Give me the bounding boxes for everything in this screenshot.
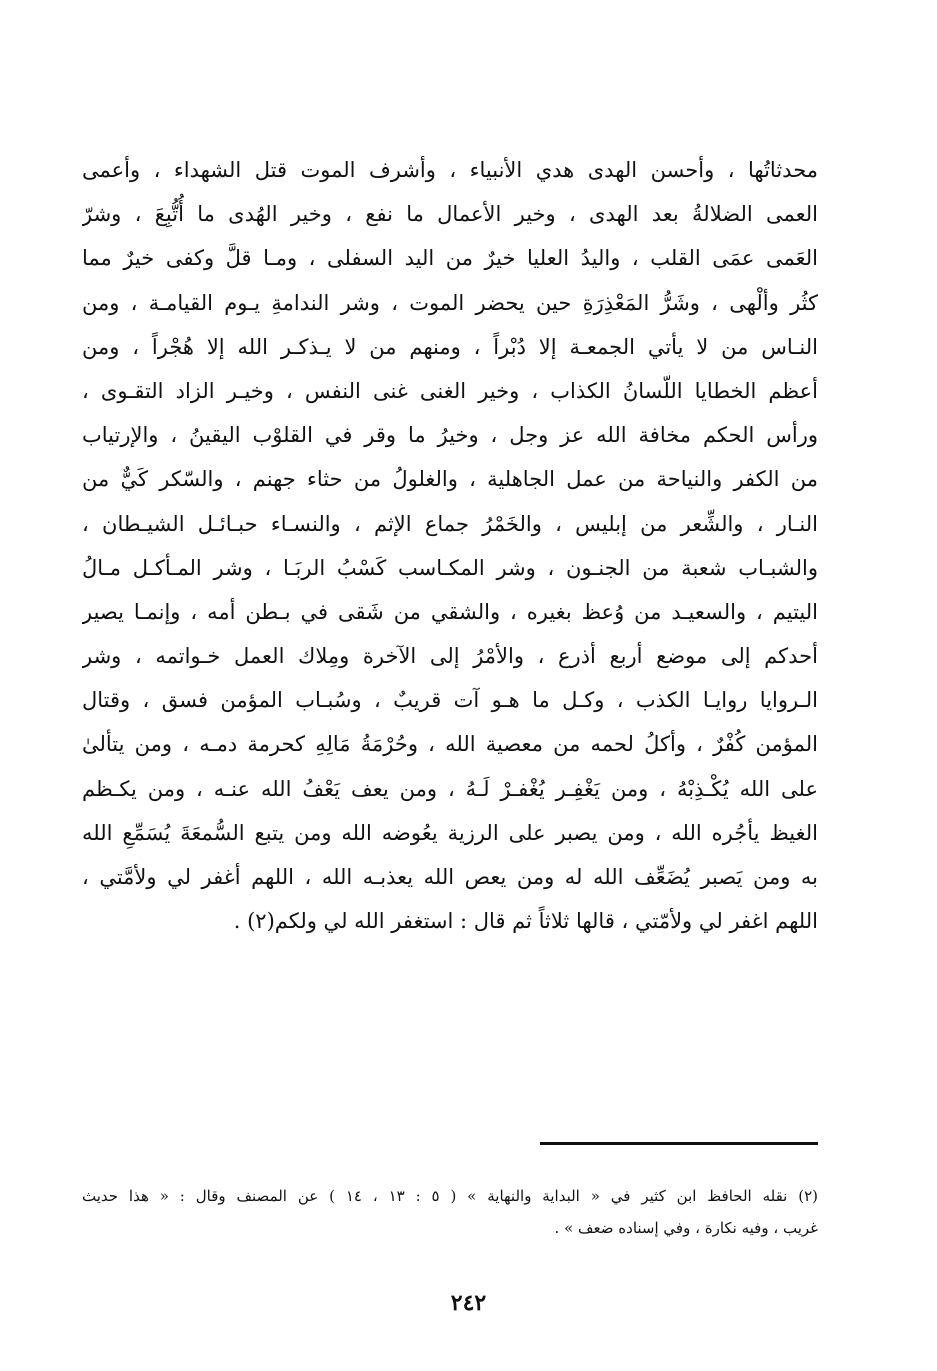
body-line: ورأس الحكم مخافة الله عز وجل ، وخيرُ ما وقر في القلوْب اليقينُ ، والإرتياب — [82, 423, 818, 448]
footnote-line: غريب ، وفيه نكارة ، وفي إسناده ضعف » . — [554, 1219, 818, 1237]
body-line: اللهم اغفر لي ولأمّتي ، قالها ثلاثاً ثم قال : استغفر الله لي ولكم(٢) . — [233, 909, 818, 934]
body-line: الغيظ يأجُره الله ، ومن يصبر على الرزية يعُوضه الله ومن يتبع السُّمعَةَ يُسَمِّعِ الله — [82, 820, 818, 845]
body-line: النـاس من لا يأتي الجمعـة إلا دُبْراً ، ومنهم من لا يـذكـر الله إلا هُجْراً ، ومن — [82, 334, 818, 359]
body-line: به ومن يَصبر يُضَعِّف الله له ومن يعص الله يعذبـه الله ، اللهم أغفر لي ولأمَّتي ، — [82, 865, 818, 889]
body-line: العَمى عمَى القلب ، واليدُ العليا خيرٌ من اليد السفلى ، ومـا قلَّ وكفى خيرٌ مما — [82, 246, 818, 271]
body-line: من الكفر والنياحة من عمل الجاهلية ، والغلولُ من حثاء جهنم ، والسّكر كَيٌّ من — [82, 467, 818, 492]
page-number: ٢٤٢ — [450, 1290, 487, 1316]
body-line: النـار ، والشِّعر من إبليس ، والخَمْرُ جماع الإثم ، والنسـاء حبـائـل الشيـطان ، — [82, 511, 818, 536]
body-line: على الله يُكْـذِبْهُ ، ومن يَغْفِـر يُغْفـرْ لَـهُ ، ومن يعف يَعْفُ الله عنـه ، ومن يكـظم — [82, 776, 818, 801]
body-line: كثُر وألْهى ، وشَرُّ المَعْذِرَةِ حين يحضر الموت ، وشر الندامةِ يـوم القيامـة ، ومن — [82, 290, 818, 315]
footnote-line: (٢) نقله الحافظ ابن كثير في « البداية والنهاية » ( ٥ : ١٣ ، ١٤ ) عن المصنف وقال : « هذا حديث — [82, 1187, 818, 1205]
body-line: العمى الضلالةُ بعد الهدى ، وخير الأعمال ما نفع ، وخير الهُدى ما أُتُّبِعَ ، وشرّ — [82, 202, 818, 227]
body-line: أعظم الخطايا اللّسانُ الكذاب ، وخير الغنى غنى النفس ، وخيـر الزاد التقـوى ، — [82, 378, 818, 403]
body-line: المؤمن كُفْرٌ ، وأكلُ لحمه من معصية الله ، وحُرْمَةُ مَالِهِ كحرمة دمـه ، ومن يتألىٰ — [82, 732, 818, 757]
body-line: اليتيم ، والسعيـد من وُعظ بغيره ، والشقي من شَقى في بـطن أمه ، وإنمـا يصير — [82, 599, 818, 624]
footnote-divider — [540, 1142, 818, 1145]
body-line: محدثاتُها ، وأحسن الهدى هدي الأنبياء ، وأشرف الموت قتل الشهداء ، وأعمى — [82, 158, 818, 182]
footnote — [82, 1180, 818, 1244]
body-text — [82, 148, 818, 943]
body-line: الـروايا روايـا الكذب ، وكـل ما هـو آت قريبٌ ، وسُبـاب المؤمن فسق ، وقتال — [82, 688, 818, 713]
body-line: أحدكم إلى موضع أربع أذرع ، والأمْرُ إلى الآخرة ومِلاك العمل خـواتمه ، وشر — [82, 644, 818, 669]
body-line: والشبـاب شعبة من الجنـون ، وشر المكـاسب كَسْبُ الربَـا ، وشر المـأكـل مـالُ — [82, 555, 818, 580]
